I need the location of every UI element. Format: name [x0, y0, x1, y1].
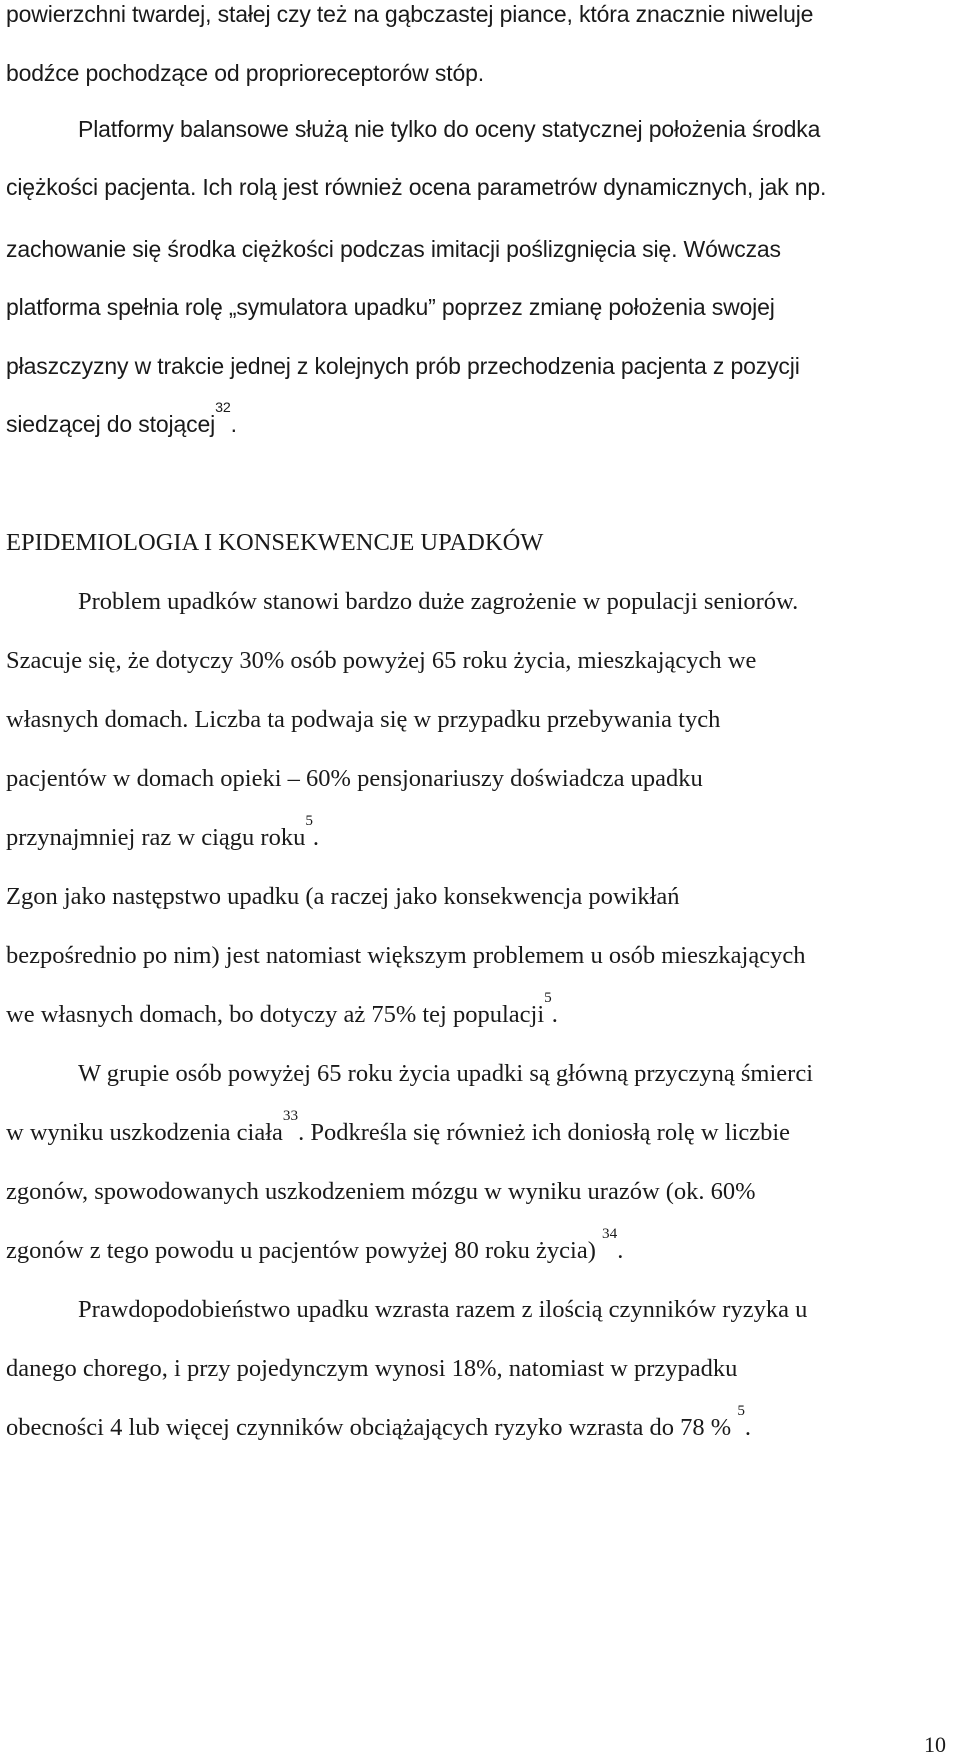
- text-line: płaszczyzny w trakcie jednej z kolejnych prób przechodzenia pacjenta z pozycji: [6, 353, 800, 379]
- text-line: Szacuje się, że dotyczy 30% osób powyżej 65 roku życia, mieszkających we: [6, 647, 757, 674]
- text-line: bezpośrednio po nim) jest natomiast większym problemem u osób mieszkających: [6, 942, 806, 969]
- text-line: Platformy balansowe służą nie tylko do oceny statycznej położenia środka: [78, 116, 821, 142]
- text-run: .: [744, 1414, 752, 1441]
- text-line: [6, 811, 320, 851]
- text-line: pacjentów w domach opieki – 60% pensjonariuszy doświadcza upadku: [6, 765, 703, 792]
- footnote-ref: 33: [282, 1106, 299, 1124]
- footnote-ref: 5: [737, 1401, 745, 1419]
- text-line: Problem upadków stanowi bardzo duże zagrożenie w populacji seniorów.: [78, 588, 799, 615]
- text-line: [6, 400, 237, 437]
- text-line: platforma spełnia rolę „symulatora upadku” poprzez zmianę położenia swojej: [6, 294, 775, 320]
- text-line: zachowanie się środka ciężkości podczas imitacji poślizgnięcia się. Wówczas: [6, 236, 781, 262]
- text-run: w wyniku uszkodzenia ciała: [6, 1119, 283, 1146]
- text-run: obecności 4 lub więcej czynników obciążających ryzyko wzrasta do 78 %: [6, 1414, 738, 1441]
- text-run: .: [230, 411, 237, 437]
- text-run: we własnych domach, bo dotyczy aż 75% tej populacji: [6, 1001, 545, 1028]
- text-run: . Podkreśla się również ich doniosłą rolę w liczbie: [298, 1119, 790, 1146]
- text-line: [6, 1224, 624, 1264]
- text-line: danego chorego, i przy pojedynczym wynosi 18%, natomiast w przypadku: [6, 1355, 738, 1382]
- text-line: Prawdopodobieństwo upadku wzrasta razem z ilością czynników ryzyka u: [78, 1296, 808, 1323]
- text-line: [6, 988, 558, 1028]
- text-line: W grupie osób powyżej 65 roku życia upadki są główną przyczyną śmierci: [78, 1060, 813, 1087]
- text-run: .: [312, 824, 320, 851]
- text-line: Zgon jako następstwo upadku (a raczej jako konsekwencja powikłań: [6, 883, 680, 910]
- text-run: siedzącej do stojącej: [6, 411, 216, 437]
- footnote-ref: 34: [602, 1224, 618, 1242]
- text-run: zgonów z tego powodu u pacjentów powyżej 80 roku życia): [6, 1237, 602, 1264]
- text-line: zgonów, spowodowanych uszkodzeniem mózgu w wyniku urazów (ok. 60%: [6, 1178, 756, 1205]
- footnote-ref: 32: [215, 400, 231, 417]
- text-line: [6, 1401, 752, 1441]
- text-run: przynajmniej raz w ciągu roku: [6, 824, 306, 851]
- section-heading: EPIDEMIOLOGIA I KONSEKWENCJE UPADKÓW: [6, 529, 544, 556]
- page-number: 10: [924, 1732, 946, 1757]
- footnote-ref: 5: [305, 811, 313, 829]
- text-run: .: [551, 1001, 558, 1028]
- footnote-ref: 5: [544, 988, 552, 1006]
- text-run: .: [617, 1237, 624, 1264]
- text-line: ciężkości pacjenta. Ich rolą jest również ocena parametrów dynamicznych, jak np.: [6, 174, 827, 200]
- text-line: bodźce pochodzące od proprioreceptorów stóp.: [6, 60, 484, 86]
- text-line: [6, 1106, 790, 1146]
- text-line: powierzchni twardej, stałej czy też na gąbczastej piance, która znacznie niweluje: [6, 1, 814, 27]
- text-line: własnych domach. Liczba ta podwaja się w przypadku przebywania tych: [6, 706, 721, 733]
